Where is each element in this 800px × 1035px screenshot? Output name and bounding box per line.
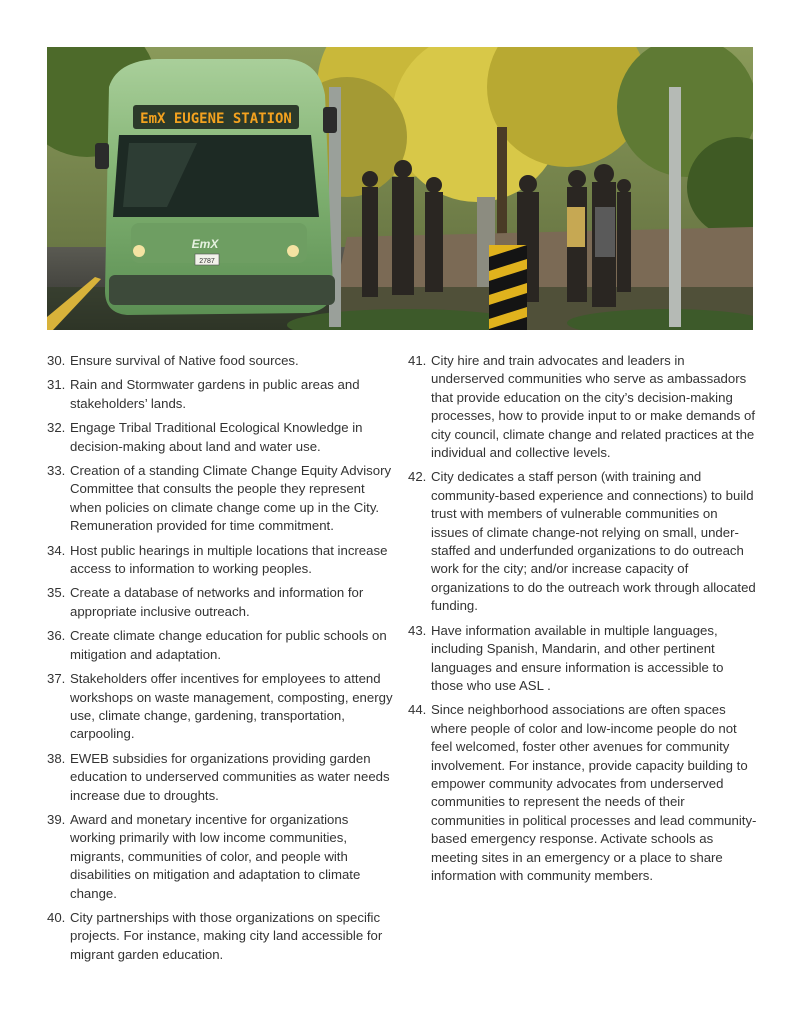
item-number: 32. xyxy=(47,420,66,436)
list-item xyxy=(47,909,395,964)
item-text: City hire and train advocates and leaders in underserved communities who serve as ambassadors that provide education on the city’s decision-making processes, how to provide input to or make demands of city council, climate change and related practices at the individual and collective levels. xyxy=(431,353,756,461)
list-item xyxy=(47,376,395,413)
list-item xyxy=(47,419,395,456)
item-number: 35. xyxy=(47,585,66,601)
item-text: Ensure survival of Native food sources. xyxy=(70,353,299,368)
item-number: 33. xyxy=(47,463,66,479)
item-text: Create climate change education for public schools on mitigation and adaptation. xyxy=(70,628,387,662)
item-number: 41. xyxy=(408,353,427,368)
license-plate: 2787 xyxy=(199,258,215,265)
recommendations-list-left xyxy=(47,352,395,970)
list-item xyxy=(47,542,395,579)
list-item xyxy=(47,670,395,744)
item-number: 37. xyxy=(47,671,66,687)
item-text: Rain and Stormwater gardens in public areas and stakeholders’ lands. xyxy=(70,377,360,411)
list-item xyxy=(47,462,395,536)
item-number: 34. xyxy=(47,542,66,558)
item-number: 30. xyxy=(47,353,66,368)
hero-photo xyxy=(47,47,753,330)
item-number: 36. xyxy=(47,628,66,644)
hazard-marker xyxy=(489,245,527,330)
item-text: EWEB subsidies for organizations providing garden education to underserved communities as water needs increase due to droughts. xyxy=(70,750,390,803)
item-number: 31. xyxy=(47,377,66,393)
item-text: Create a database of networks and information for appropriate inclusive outreach. xyxy=(70,585,364,619)
list-item xyxy=(408,622,758,696)
bus xyxy=(95,59,337,315)
bus-station-illustration xyxy=(47,47,753,330)
bus-logo: EmX xyxy=(191,237,219,251)
list-item xyxy=(408,352,758,462)
item-text: City dedicates a staff person (with training and community-based experience and connections) to build trust with members of vulnerable communities on issues of climate change-not relying on small, under-staffed and underfunded organizations to do outreach work for the city; and/or increase capacity of organizations to do the outreach work through allocated funding. xyxy=(431,469,756,614)
item-number: 38. xyxy=(47,750,66,766)
list-item xyxy=(47,627,395,664)
list-item xyxy=(47,584,395,621)
item-number: 44. xyxy=(408,702,427,718)
recommendations-list-right xyxy=(408,352,758,891)
item-number: 40. xyxy=(47,909,66,925)
item-text: Host public hearings in multiple locations that increase access to information to working peoples. xyxy=(70,542,388,577)
item-text: Award and monetary incentive for organizations working primarily with low income communities, migrants, communities of color, and people with disabilities on mitigation and adaptation to climate change. xyxy=(70,811,361,901)
item-number: 42. xyxy=(408,469,427,485)
list-item xyxy=(408,701,758,885)
item-text: City partnerships with those organizations on specific projects. For instance, making city land accessible for migrant garden education. xyxy=(70,909,383,962)
item-text: Engage Tribal Traditional Ecological Knowledge in decision-making about land and water use. xyxy=(70,420,363,454)
item-text: Have information available in multiple languages, including Spanish, Mandarin, and other pertinent languages and ensure information is accessible to those who use ASL . xyxy=(431,622,724,693)
list-item xyxy=(408,468,758,615)
list-item xyxy=(47,352,395,370)
list-item xyxy=(47,811,395,903)
item-text: Creation of a standing Climate Change Equity Advisory Committee that consults the people they represent when policies on climate change come up in the City. Remuneration provided for time commitment. xyxy=(70,463,392,534)
list-item xyxy=(47,750,395,805)
item-number: 39. xyxy=(47,811,66,827)
destination-sign: EmX EUGENE STATION xyxy=(140,111,292,127)
item-text: Since neighborhood associations are often spaces where people of color and low-income people do not feel welcomed, foster other avenues for community involvement. For instance, provide capacity building to empower community advocates from underserved communities to represent the needs of their communities in political processes and lead community-based emergency response. Activate schools as meeting sites in an emergency or a place to share information with community members. xyxy=(431,702,757,883)
item-text: Stakeholders offer incentives for employees to attend workshops on waste management, composting, energy use, climate change, gardening, transportation, carpooling. xyxy=(70,671,393,742)
item-number: 43. xyxy=(408,622,427,638)
